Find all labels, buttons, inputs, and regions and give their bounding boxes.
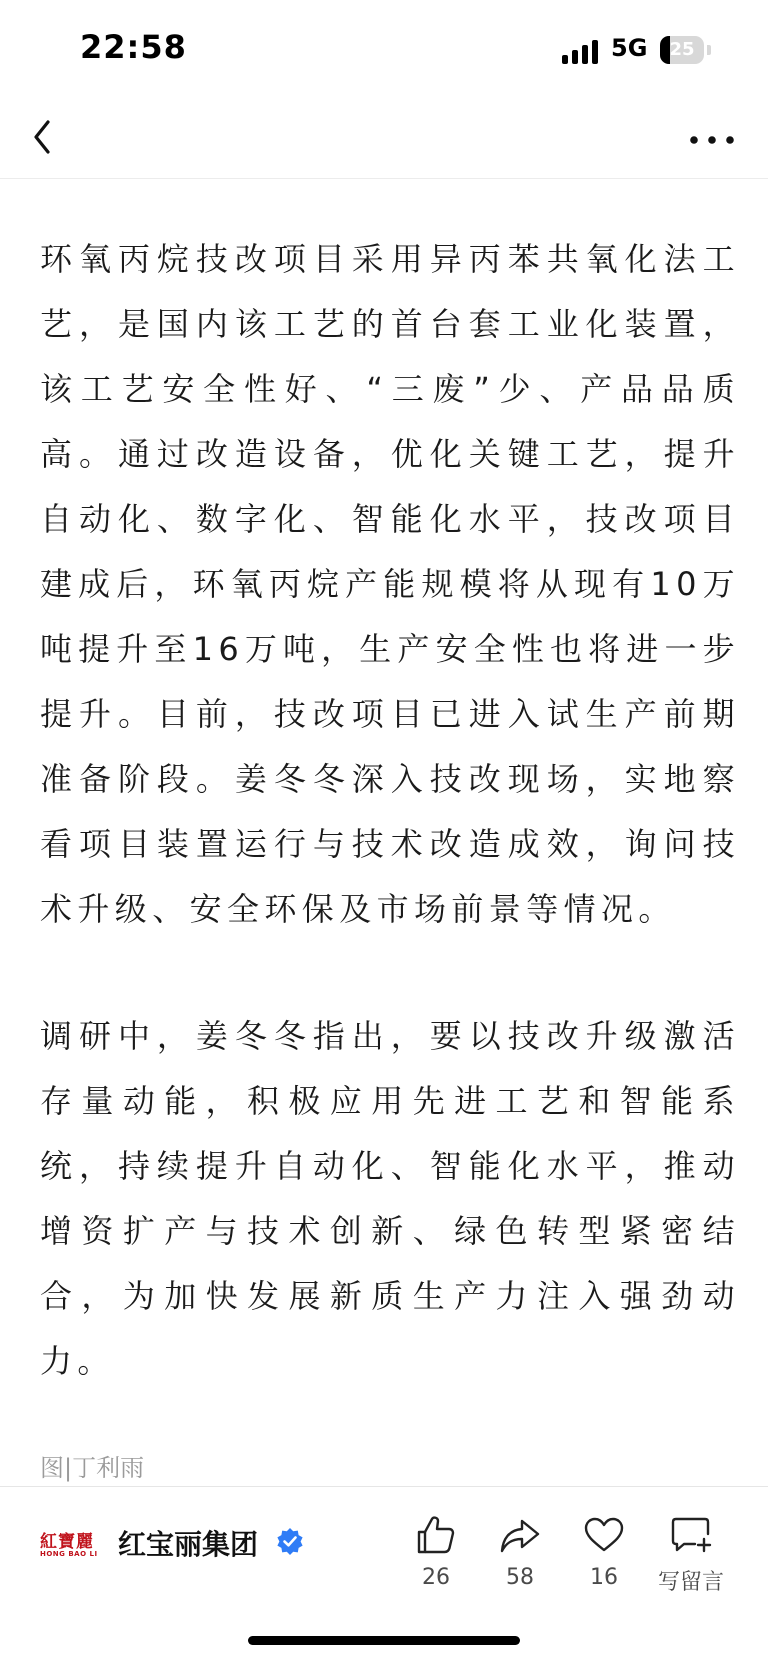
thumbs-up-icon — [414, 1513, 458, 1557]
favorite-button[interactable] — [564, 1513, 644, 1590]
network-type: 5G — [611, 34, 648, 62]
like-count: 26 — [422, 1565, 450, 1590]
battery-level: 25 — [669, 39, 695, 60]
back-button[interactable] — [28, 112, 78, 162]
article-paragraph: 环氧丙烷技改项目采用异丙苯共氧化法工艺，是国内该工艺的首台套工业化装置，该工艺安全性好、“三废”少、产品品质高。通过改造设备，优化关键工艺，提升自动化、数字化、智能化水平，技改项目建成后，环氧丙烷产能规模将从现有10万吨提升至16万吨，生产安全性也将进一步提升。目前，技改项目已进入试生产前期准备阶段。姜冬冬深入技改现场，实地察看项目装置运行与技术改造成效，询问技术升级、安全环保及市场前景等情况。 — [40, 240, 740, 928]
logo-subtext: HONG BAO LI — [40, 1550, 98, 1558]
signal-icon — [562, 38, 602, 64]
share-count: 58 — [506, 1565, 534, 1590]
status-bar — [0, 0, 768, 100]
account-name: 红宝丽集团 — [118, 1528, 259, 1561]
logo-mark: 紅寶麗 — [40, 1532, 94, 1552]
battery-cap — [707, 45, 711, 55]
nav-bar — [0, 100, 768, 179]
comment-icon — [669, 1513, 713, 1557]
article-paragraph: 调研中，姜冬冬指出，要以技改升级激活存量动能，积极应用先进工艺和智能系统，持续提升自动化、智能化水平，推动增资扩产与技术创新、绿色转型紧密结合，为加快发展新质生产力注入强劲动力。 — [40, 1017, 740, 1380]
heart-icon — [582, 1513, 626, 1557]
article-body — [40, 227, 740, 1394]
battery-icon — [660, 36, 704, 64]
photo-credit: 图|丁利雨 — [40, 1454, 145, 1482]
share-button[interactable] — [480, 1513, 560, 1590]
more-horizontal-icon — [680, 112, 744, 162]
chevron-left-icon — [28, 112, 78, 162]
home-indicator — [248, 1636, 520, 1645]
favorite-count: 16 — [590, 1565, 618, 1590]
like-button[interactable] — [396, 1513, 476, 1590]
account-logo — [40, 1523, 100, 1567]
more-button[interactable] — [680, 112, 744, 162]
status-time: 22:58 — [80, 28, 187, 66]
write-comment-button[interactable] — [647, 1513, 735, 1596]
share-icon — [498, 1513, 542, 1557]
verified-badge-icon — [276, 1527, 304, 1555]
write-comment-label: 写留言 — [657, 1570, 724, 1595]
